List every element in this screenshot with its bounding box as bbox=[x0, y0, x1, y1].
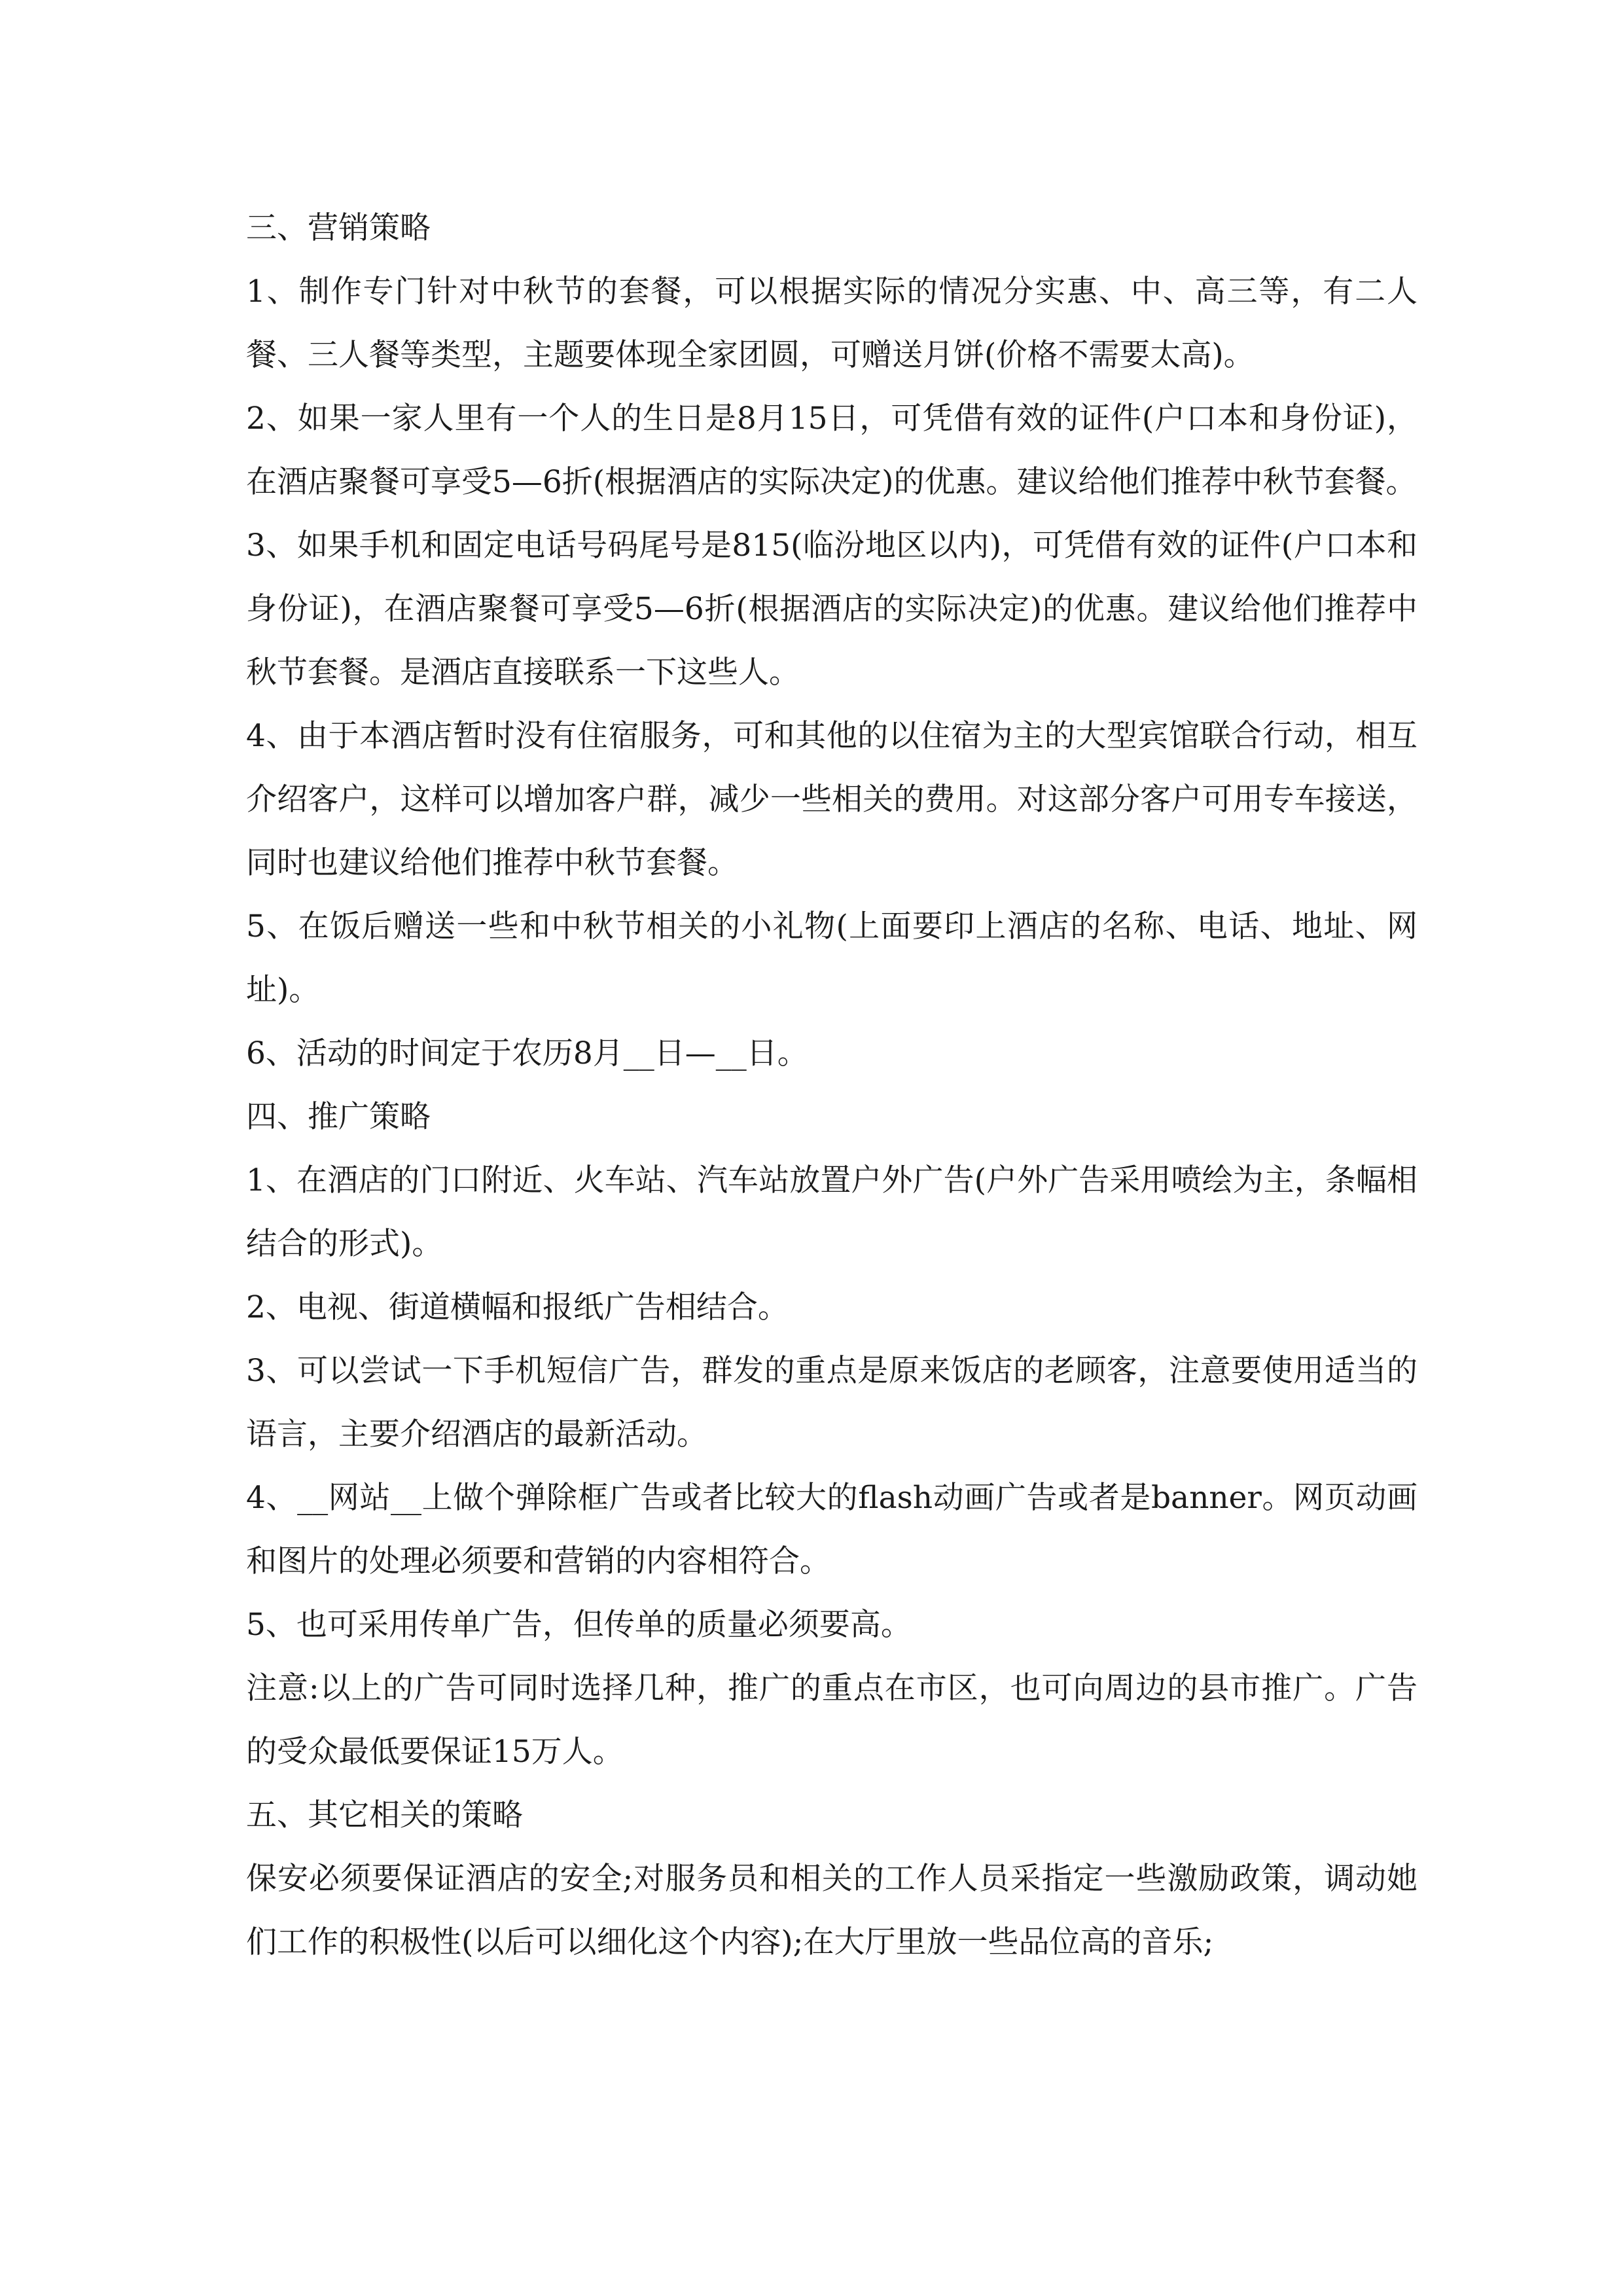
marketing-item-5: 5、在饭后赠送一些和中秋节相关的小礼物(上面要印上酒店的名称、电话、地址、网址)。 bbox=[246, 908, 1418, 1008]
promotion-item-4: 4、__网站__上做个弹除框广告或者比较大的flash动画广告或者是banner。网页动画和图片的处理必须要和营销的内容相符合。 bbox=[246, 1480, 1418, 1579]
promotion-item-2: 2、电视、街道横幅和报纸广告相结合。 bbox=[246, 1289, 789, 1325]
section-heading-marketing-strategy: 三、营销策略 bbox=[246, 210, 431, 246]
section-heading-promotion-strategy: 四、推广策略 bbox=[246, 1099, 431, 1135]
document-body bbox=[246, 196, 1418, 1974]
marketing-item-2: 2、如果一家人里有一个人的生日是8月15日，可凭借有效的证件(户口本和身份证)，在酒店聚餐可享受5—6折(根据酒店的实际决定)的优惠。建议给他们推荐中秋节套餐。 bbox=[246, 401, 1418, 500]
marketing-item-6: 6、活动的时间定于农历8月__日—__日。 bbox=[246, 1035, 808, 1071]
promotion-item-5: 5、也可采用传单广告，但传单的质量必须要高。 bbox=[246, 1607, 912, 1643]
other-strategies-item-1: 保安必须要保证酒店的安全;对服务员和相关的工作人员采指定一些激励政策，调动她们工作的积极性(以后可以细化这个内容);在大厅里放一些品位高的音乐; bbox=[246, 1861, 1418, 1960]
marketing-item-4: 4、由于本酒店暂时没有住宿服务，可和其他的以住宿为主的大型宾馆联合行动，相互介绍客户，这样可以增加客户群，减少一些相关的费用。对这部分客户可用专车接送，同时也建议给他们推荐中秋节套餐。 bbox=[246, 718, 1418, 881]
promotion-item-3: 3、可以尝试一下手机短信广告，群发的重点是原来饭店的老顾客，注意要使用适当的语言，主要介绍酒店的最新活动。 bbox=[246, 1353, 1418, 1452]
section-heading-other-strategies: 五、其它相关的策略 bbox=[246, 1797, 523, 1833]
promotion-note: 注意:以上的广告可同时选择几种，推广的重点在市区，也可向周边的县市推广。广告的受众最低要保证15万人。 bbox=[246, 1670, 1418, 1770]
promotion-item-1: 1、在酒店的门口附近、火车站、汽车站放置户外广告(户外广告采用喷绘为主，条幅相结合的形式)。 bbox=[246, 1162, 1418, 1262]
marketing-item-1: 1、制作专门针对中秋节的套餐，可以根据实际的情况分实惠、中、高三等，有二人餐、三人餐等类型，主题要体现全家团圆，可赠送月饼(价格不需要太高)。 bbox=[246, 274, 1418, 373]
marketing-item-3: 3、如果手机和固定电话号码尾号是815(临汾地区以内)，可凭借有效的证件(户口本和身份证)，在酒店聚餐可享受5—6折(根据酒店的实际决定)的优惠。建议给他们推荐中秋节套餐。是酒店直接联系一下这些人。 bbox=[246, 528, 1418, 691]
